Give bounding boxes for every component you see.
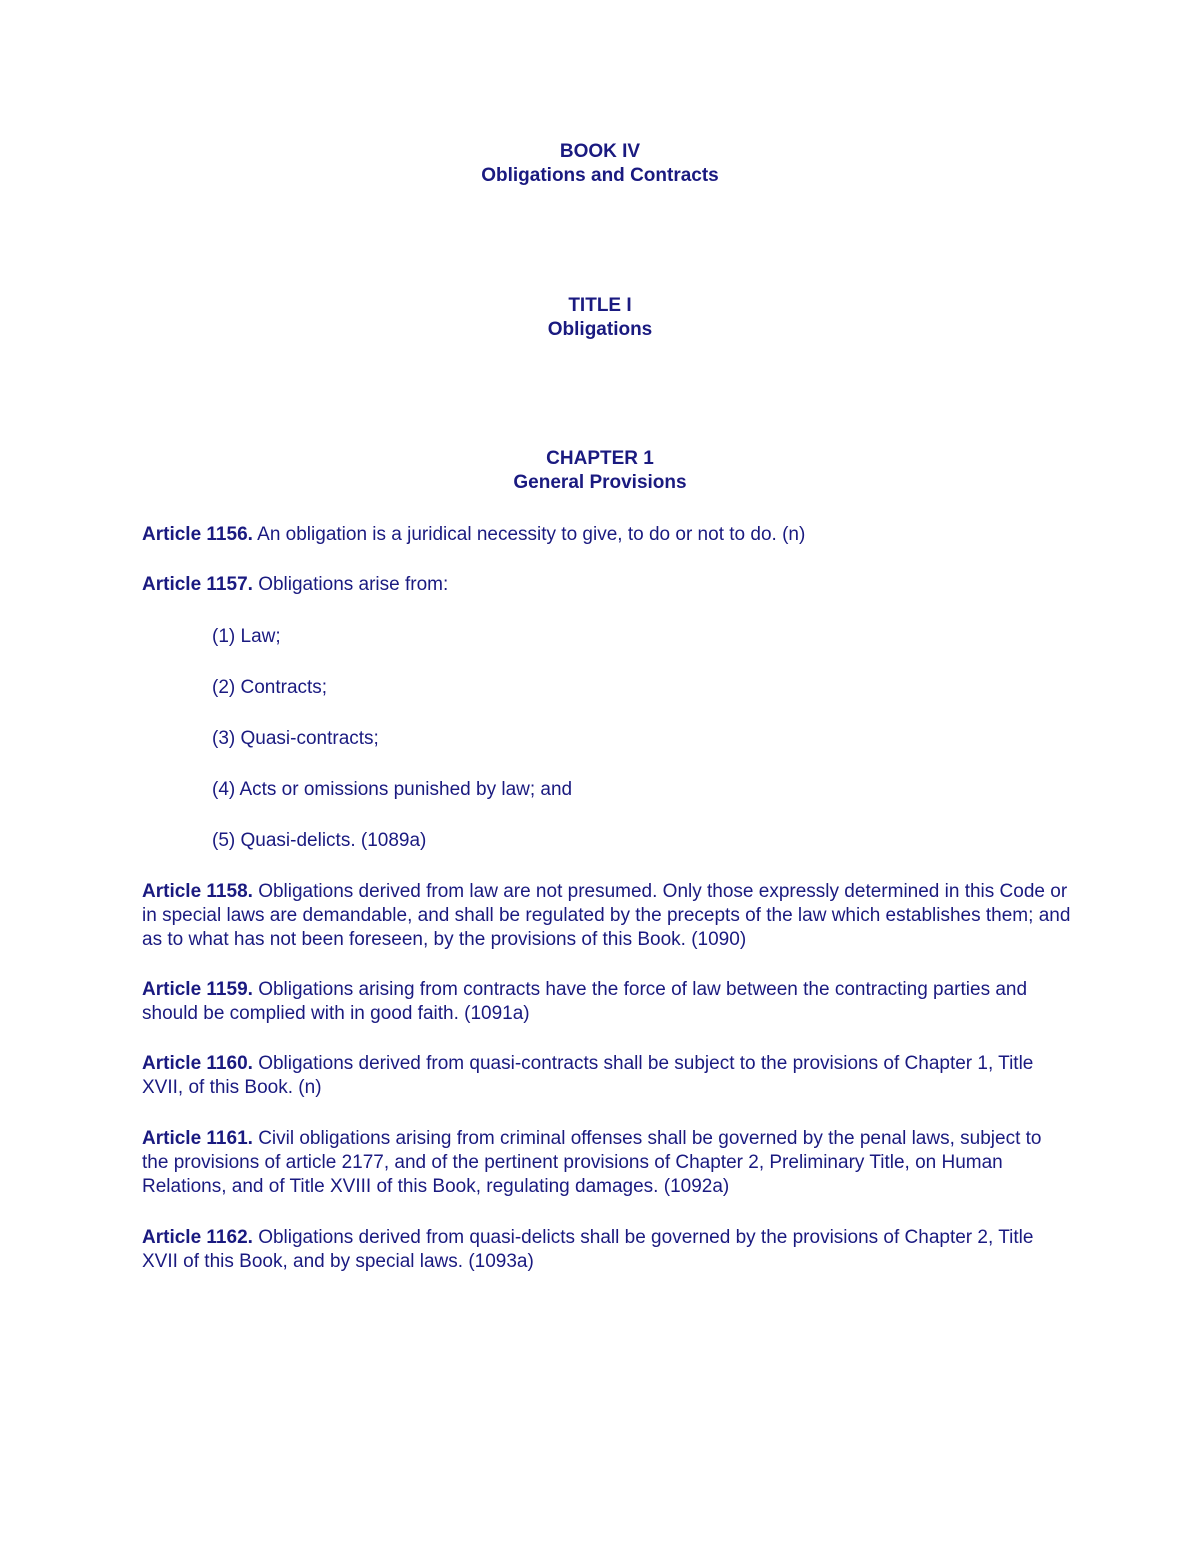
article-1157 [142, 573, 1072, 597]
article-1157-item-1: (1) Law; [212, 626, 281, 647]
article-1160 [142, 1052, 1072, 1100]
article-1156 [142, 523, 1072, 547]
chapter-heading [0, 447, 1200, 495]
article-label: Article 1160. [142, 1053, 253, 1074]
article-label: Article 1159. [142, 979, 253, 1000]
article-1162 [142, 1226, 1072, 1274]
article-text: Obligations derived from law are not presumed. Only those expressly determined in this Code or in special laws are demandable, and shall be regulated by the precepts of the law which establishes them; and as to what has not been foreseen, by the provisions of this Book. (1090) [142, 881, 1071, 950]
article-label: Article 1161. [142, 1128, 253, 1149]
book-heading [0, 140, 1200, 188]
article-1159 [142, 978, 1072, 1026]
article-text: Civil obligations arising from criminal offenses shall be governed by the penal laws, subject to the provisions of article 2177, and of the pertinent provisions of Chapter 2, Preliminary Title, on Human Relations, and of Title XVIII of this Book, regulating damages. (1092a) [142, 1128, 1042, 1197]
article-label: Article 1157. [142, 574, 253, 595]
article-1157-item-3: (3) Quasi-contracts; [212, 728, 379, 749]
title-name: Obligations [547, 319, 653, 340]
article-label: Article 1158. [142, 881, 253, 902]
article-1161 [142, 1127, 1072, 1199]
article-text: Obligations arising from contracts have the force of law between the contracting parties and should be complied with in good faith. (1091a) [142, 979, 1028, 1024]
chapter-title: General Provisions [513, 472, 687, 493]
article-label: Article 1156. [142, 524, 253, 545]
article-text: Obligations derived from quasi-contracts shall be subject to the provisions of Chapter 1, Title XVII, of this Book. (n) [142, 1053, 1034, 1098]
article-text: An obligation is a juridical necessity to give, to do or not to do. (n) [252, 524, 806, 545]
book-title: Obligations and Contracts [481, 165, 719, 186]
article-1157-item-5: (5) Quasi-delicts. (1089a) [212, 830, 427, 851]
article-text: Obligations derived from quasi-delicts shall be governed by the provisions of Chapter 2, Title XVII of this Book, and by special laws. (1093a) [142, 1227, 1034, 1272]
article-1158 [142, 880, 1072, 952]
article-1157-item-4: (4) Acts or omissions punished by law; and [212, 779, 573, 800]
book-number: BOOK IV [559, 141, 641, 162]
article-text: Obligations arise from: [252, 574, 449, 595]
article-1157-item-2: (2) Contracts; [212, 677, 328, 698]
article-label: Article 1162. [142, 1227, 253, 1248]
chapter-number: CHAPTER 1 [546, 448, 654, 469]
title-number: TITLE I [568, 295, 632, 316]
title-heading [0, 294, 1200, 342]
